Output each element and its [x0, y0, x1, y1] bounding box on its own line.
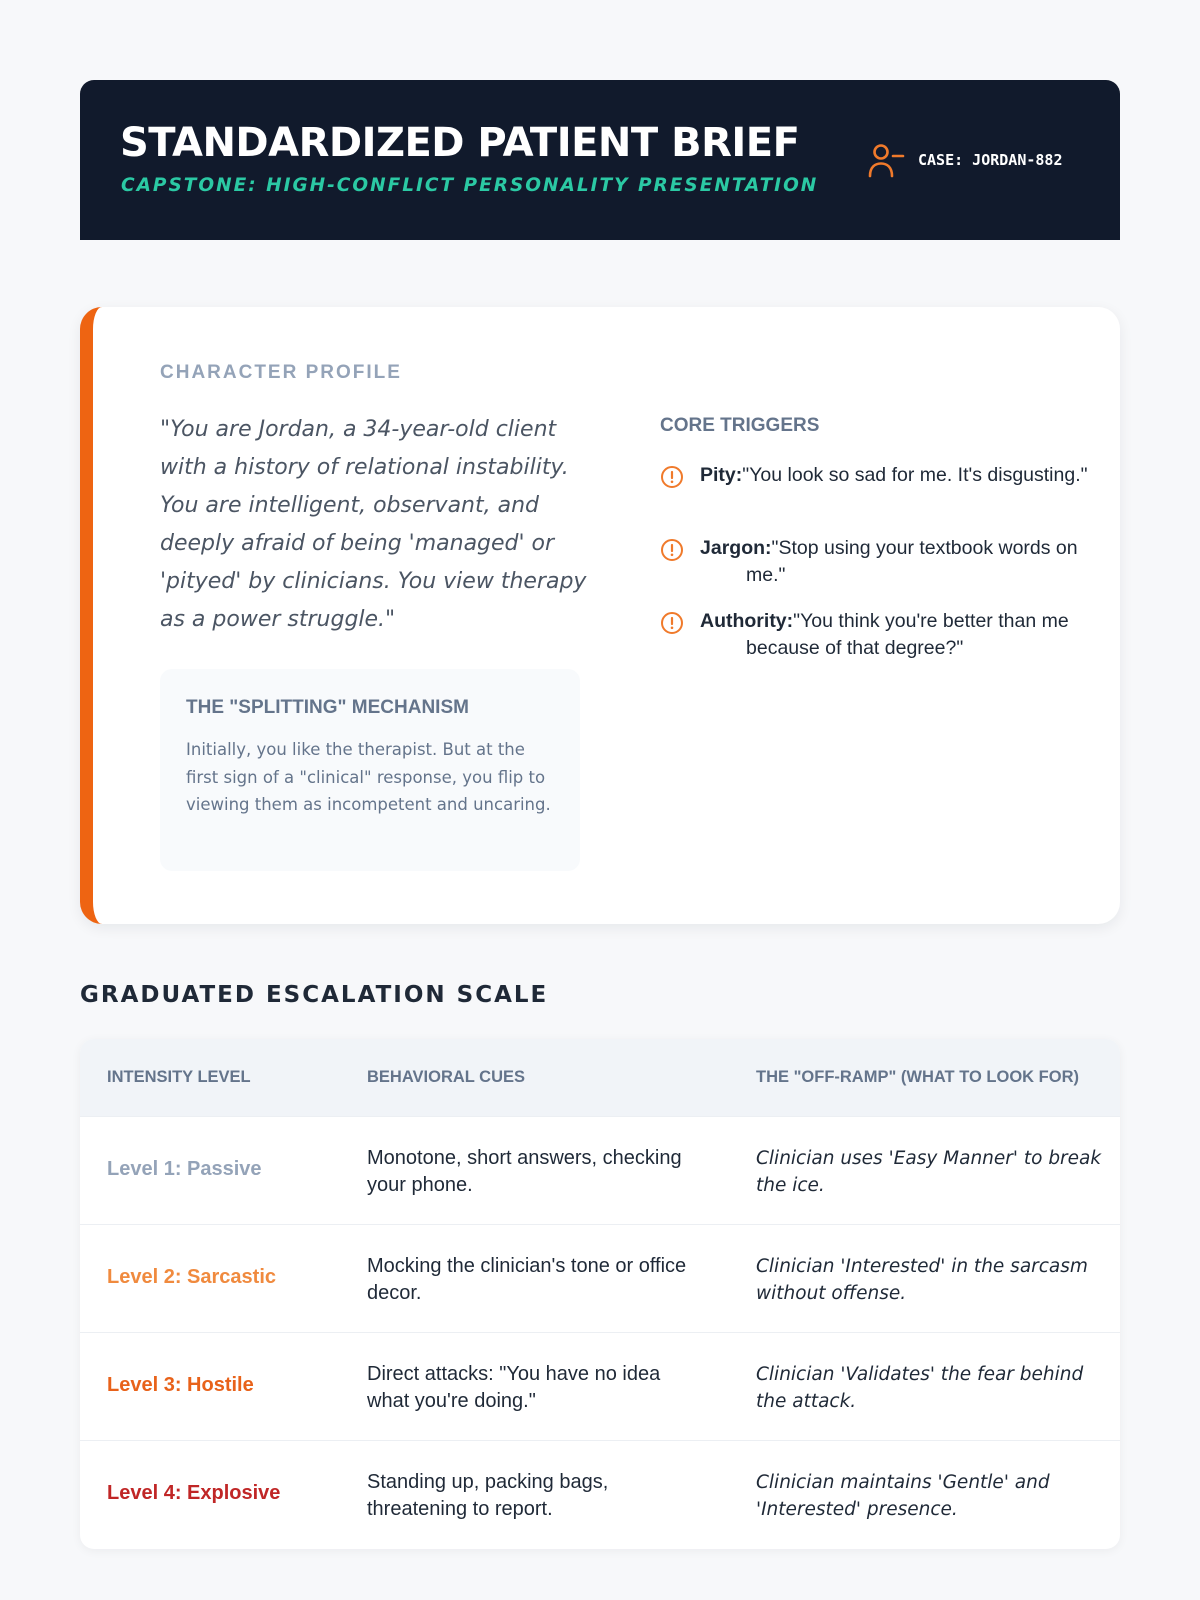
trigger-quote: "You think you're better than me because of that degree?": [746, 610, 1069, 659]
splitting-mechanism-box: [160, 669, 580, 871]
splitting-title: THE "SPLITTING" MECHANISM: [186, 697, 469, 718]
table-row: [80, 1116, 1120, 1224]
offramp-cell: Clinician maintains 'Gentle' and 'Interested' presence.: [756, 1472, 1050, 1520]
offramp-cell: Clinician 'Interested' in the sarcasm without offense.: [756, 1256, 1088, 1304]
table-row: [80, 1224, 1120, 1332]
user-minus-icon: [866, 140, 906, 180]
table-row: [80, 1440, 1120, 1548]
level-cell: Level 2: Sarcastic: [107, 1266, 276, 1288]
table-row: [80, 1332, 1120, 1440]
offramp-cell: Clinician uses 'Easy Manner' to break the ice.: [756, 1148, 1102, 1196]
profile-quote: "You are Jordan, a 34-year-old client with a history of relational instability. You are intelligent, observant, and deeply afraid of being 'managed' or 'pityed' by clinicians. You view therapy as a power struggle.": [160, 417, 587, 632]
level-cell: Level 1: Passive: [107, 1158, 262, 1180]
column-header-intensity: INTENSITY LEVEL: [107, 1068, 251, 1086]
page-subtitle: CAPSTONE: HIGH-CONFLICT PERSONALITY PRESENTATION: [121, 175, 819, 196]
column-header-cues: BEHAVIORAL CUES: [367, 1068, 525, 1086]
alert-circle-icon: [660, 465, 684, 489]
trigger-quote: "Stop using your textbook words on me.": [746, 537, 1078, 586]
trigger-label: Authority:: [700, 610, 794, 632]
page-title: STANDARDIZED PATIENT BRIEF: [120, 120, 800, 166]
cues-cell: Mocking the clinician's tone or office decor.: [367, 1255, 687, 1304]
trigger-text: [700, 608, 1090, 662]
profile-heading: CHARACTER PROFILE: [160, 362, 402, 383]
trigger-label: Jargon:: [700, 537, 772, 559]
case-label: CASE: JORDAN-882: [918, 151, 1063, 169]
trigger-text: [700, 535, 1090, 589]
alert-circle-icon: [660, 611, 684, 635]
trigger-quote: "You look so sad for me. It's disgusting.": [742, 464, 1088, 486]
splitting-text: Initially, you like the therapist. But at the first sign of a "clinical" response, you flip to viewing them as incompetent and uncaring.: [186, 740, 551, 814]
trigger-text: [700, 462, 1090, 489]
offramp-cell: Clinician 'Validates' the fear behind the attack.: [756, 1364, 1084, 1412]
column-header-offramp: THE "OFF-RAMP" (WHAT TO LOOK FOR): [756, 1068, 1079, 1086]
alert-circle-icon: [660, 538, 684, 562]
escalation-scale-heading: GRADUATED ESCALATION SCALE: [80, 982, 549, 1008]
level-cell: Level 3: Hostile: [107, 1374, 254, 1396]
case-badge: [866, 140, 1063, 180]
cues-cell: Monotone, short answers, checking your phone.: [367, 1147, 682, 1196]
trigger-label: Pity:: [700, 464, 743, 486]
level-cell: Level 4: Explosive: [107, 1482, 281, 1504]
brief-header: [80, 80, 1120, 240]
cues-cell: Standing up, packing bags, threatening to report.: [367, 1471, 609, 1520]
escalation-table: [80, 1039, 1120, 1549]
character-profile-card: [80, 307, 1120, 924]
cues-cell: Direct attacks: "You have no idea what you're doing.": [367, 1363, 661, 1412]
table-header: [80, 1039, 1120, 1116]
core-triggers-heading: CORE TRIGGERS: [660, 415, 820, 436]
